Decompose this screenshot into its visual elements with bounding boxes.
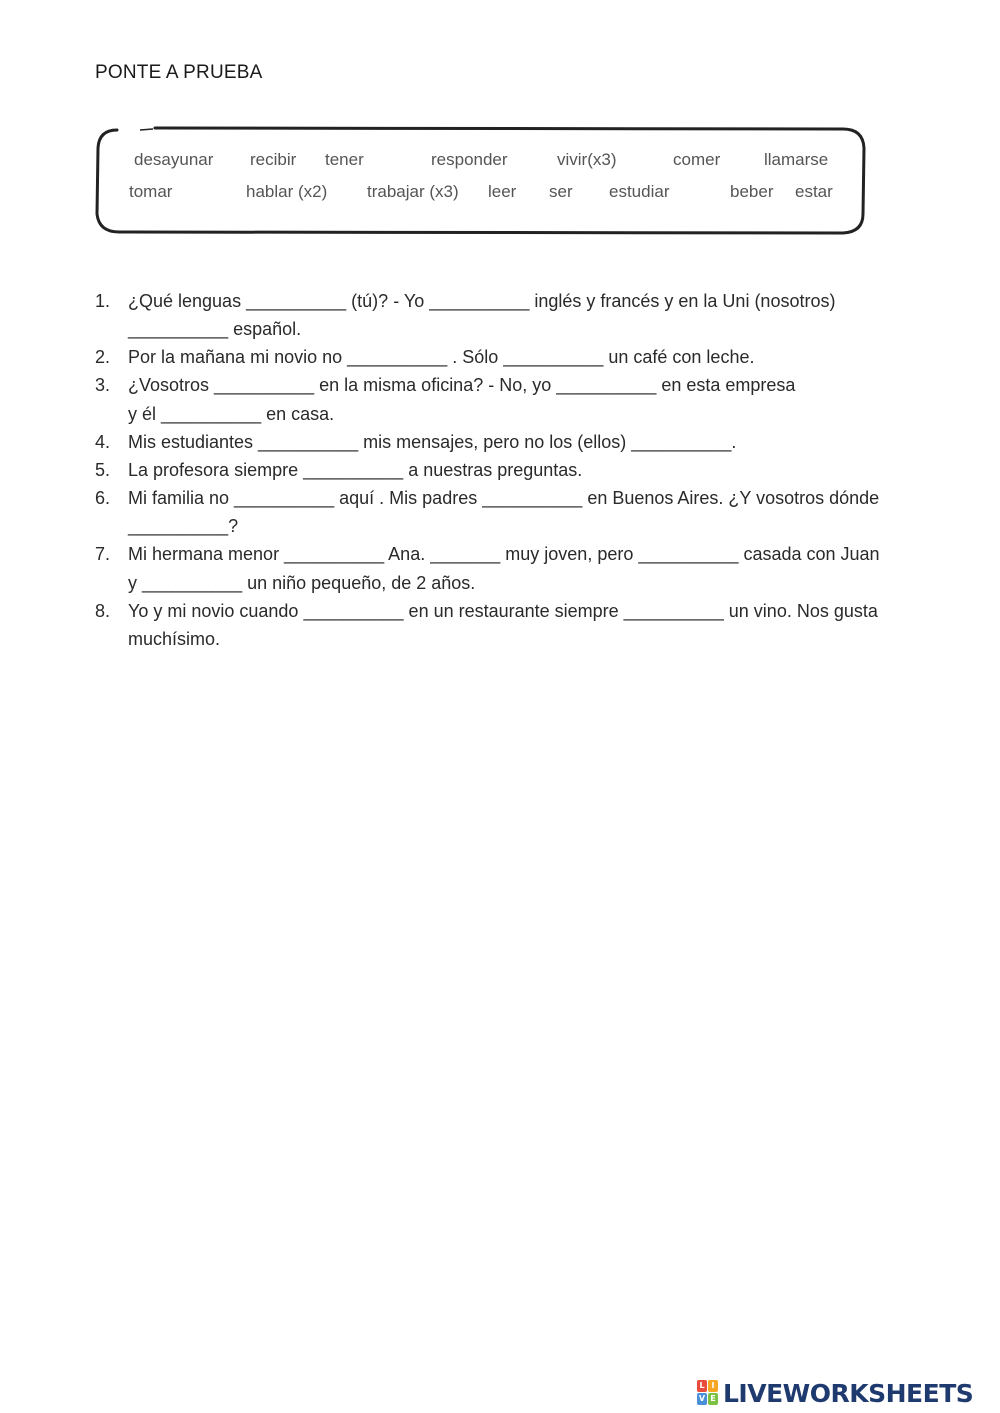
- question-number: 8.: [95, 601, 111, 621]
- word-bank-box: [95, 126, 867, 236]
- question-number: 3.: [95, 375, 111, 395]
- logo-letter-tile: E: [708, 1393, 718, 1405]
- word-bank-item: trabajar (x3): [367, 182, 459, 201]
- liveworksheets-logo-icon: [697, 1380, 719, 1406]
- question-text-continued: y él __________ en casa.: [128, 404, 335, 424]
- question-number: 4.: [95, 432, 111, 452]
- word-bank-item: recibir: [250, 150, 297, 169]
- word-bank-item: llamarse: [764, 150, 829, 169]
- question-number: 2.: [95, 347, 111, 367]
- question-text: Mis estudiantes __________ mis mensajes, pero no los (ellos) __________.: [128, 432, 737, 452]
- question-number: 6.: [95, 488, 111, 508]
- question-number: 7.: [95, 544, 111, 564]
- word-bank-item: desayunar: [134, 150, 214, 169]
- word-bank-item: hablar (x2): [246, 182, 328, 201]
- question-text-continued: y __________ un niño pequeño, de 2 años.: [128, 573, 476, 593]
- question-text: La profesora siempre __________ a nuestras preguntas.: [128, 460, 583, 480]
- page-title: PONTE A PRUEBA: [95, 62, 263, 83]
- logo-letter-tile: V: [698, 1394, 706, 1403]
- question-number: 5.: [95, 460, 111, 480]
- question-text: ¿Vosotros __________ en la misma oficina? - No, yo __________ en esta empresa: [128, 375, 796, 395]
- question-text: Por la mañana mi novio no __________ . Sólo __________ un café con leche.: [128, 347, 755, 367]
- word-bank-border: [95, 126, 867, 236]
- logo-letter-tile: L: [697, 1380, 707, 1392]
- question-number: 1.: [95, 291, 111, 311]
- word-bank-item: estudiar: [609, 182, 670, 201]
- question-text: ¿Qué lenguas __________ (tú)? - Yo __________ inglés y francés y en la Uni (nosotros): [128, 291, 836, 311]
- question-text-continued: __________ español.: [128, 319, 302, 339]
- question-text: Mi familia no __________ aquí . Mis padres __________ en Buenos Aires. ¿Y vosotros dónde: [128, 488, 880, 508]
- question-text-continued: muchísimo.: [128, 629, 221, 649]
- word-bank-item: tomar: [129, 182, 173, 201]
- word-bank-item: leer: [488, 182, 517, 201]
- question-text: Yo y mi novio cuando __________ en un restaurante siempre __________ un vino. Nos gusta: [128, 601, 878, 621]
- word-bank-item: responder: [431, 150, 508, 169]
- question-text: Mi hermana menor __________ Ana. _______ muy joven, pero __________ casada con Juan: [128, 544, 880, 564]
- word-bank-item: beber: [730, 182, 774, 201]
- logo-letter-tile: I: [708, 1380, 718, 1392]
- question-text-continued: __________?: [128, 516, 239, 536]
- word-bank-item: vivir(x3): [557, 150, 617, 169]
- liveworksheets-logo-text: LIVEWORKSHEETS: [723, 1378, 974, 1408]
- word-bank-item: comer: [673, 150, 721, 169]
- liveworksheets-logo[interactable]: [697, 1378, 973, 1408]
- word-bank-item: ser: [549, 182, 573, 201]
- word-bank-item: tener: [325, 150, 364, 169]
- word-bank-item: estar: [795, 182, 833, 201]
